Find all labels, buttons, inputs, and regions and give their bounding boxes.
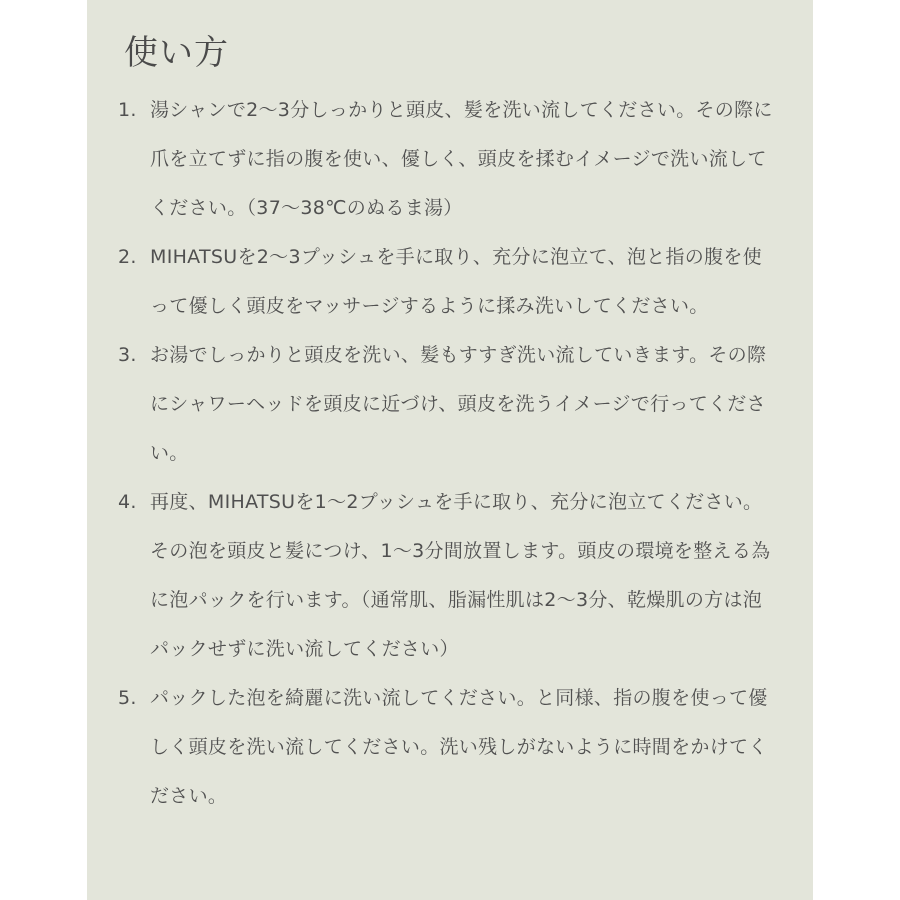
step-number: 3. — [118, 344, 137, 366]
step-item — [87, 331, 813, 478]
step-item — [87, 233, 813, 331]
step-item — [87, 86, 813, 233]
step-item — [87, 478, 813, 674]
instructions-panel — [87, 0, 813, 900]
step-text: お湯でしっかりと頭皮を洗い、髪もすすぎ洗い流していきます。その際にシャワーヘッドを頭皮に近づけ、頭皮を洗うイメージで行ってください。 — [150, 344, 767, 464]
steps-list — [87, 86, 813, 821]
step-text: MIHATSUを2〜3プッシュを手に取り、充分に泡立て、泡と指の腹を使って優しく頭皮をマッサージするように揉み洗いしてください。 — [150, 246, 762, 317]
page-title: 使い方 — [124, 33, 229, 73]
step-text: パックした泡を綺麗に洗い流してください。と同様、指の腹を使って優しく頭皮を洗い流してください。洗い残しがないように時間をかけてください。 — [150, 687, 768, 807]
step-text: 再度、MIHATSUを1〜2プッシュを手に取り、充分に泡立てください。その泡を頭皮と髪につけ、1〜3分間放置します。頭皮の環境を整える為に泡パックを行います。（通常肌、脂漏性肌は2〜3分、乾燥肌の方は泡パックせずに洗い流してください） — [150, 491, 771, 660]
step-number: 1. — [118, 99, 137, 121]
step-number: 5. — [118, 687, 137, 709]
step-number: 2. — [118, 246, 137, 268]
step-text: 湯シャンで2〜3分しっかりと頭皮、髪を洗い流してください。その際に爪を立てずに指の腹を使い、優しく、頭皮を揉むイメージで洗い流してください。（37〜38℃のぬるま湯） — [150, 99, 773, 219]
step-number: 4. — [118, 491, 137, 513]
step-item — [87, 674, 813, 821]
